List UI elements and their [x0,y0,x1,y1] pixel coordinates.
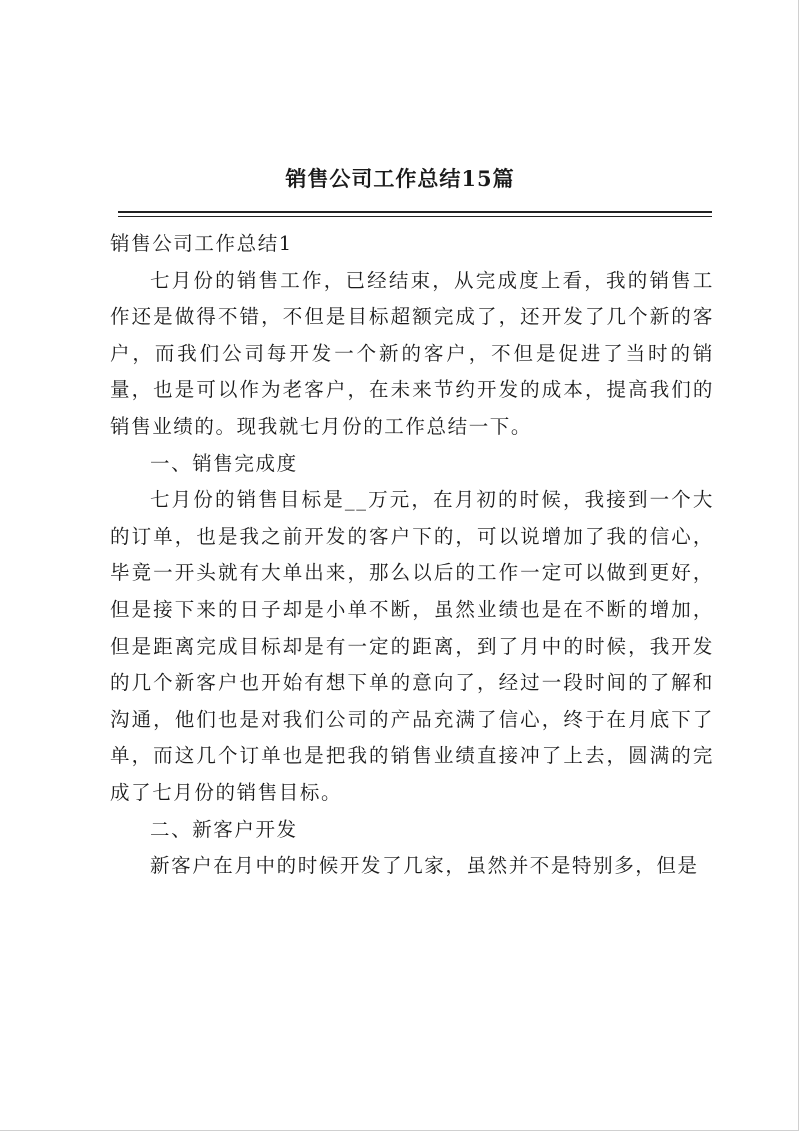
document-title: 销售公司工作总结15篇 [285,166,515,191]
section-subtitle: 销售公司工作总结1 [110,232,293,255]
paragraph-intro: 七月份的销售工作，已经结束，从完成度上看，我的销售工作还是做得不错，不但是目标超额完成了，还开发了几个新的客户，而我们公司每开发一个新的客户，不但是促进了当时的销量，也是可以作为老客户，在未来节约开发的成本，提高我们的销售业绩的。现我就七月份的工作总结一下。 [110,268,714,438]
heading-sales-completion: 一、销售完成度 [150,451,298,475]
title-rule-thin [118,216,712,217]
heading-new-customers: 二、新客户开发 [150,817,298,841]
document-body [110,226,714,885]
title-rule-thick [118,211,712,213]
paragraph-sales-completion: 七月份的销售目标是__万元，在月初的时候，我接到一个大的订单，也是我之前开发的客户下的，可以说增加了我的信心，毕竟一开头就有大单出来，那么以后的工作一定可以做到更好，但是接下来的日子却是小单不断，虽然业绩也是在不断的增加，但是距离完成目标却是有一定的距离，到了月中的时候，我开发的几个新客户也开始有想下单的意向了，经过一段时间的了解和沟通，他们也是对我们公司的产品充满了信心，终于在月底下了单，而这几个订单也是把我的销售业绩直接冲了上去，圆满的完成了七月份的销售目标。 [110,488,714,804]
paragraph-new-customers: 新客户在月中的时候开发了几家，虽然并不是特别多，但是 [150,854,699,878]
